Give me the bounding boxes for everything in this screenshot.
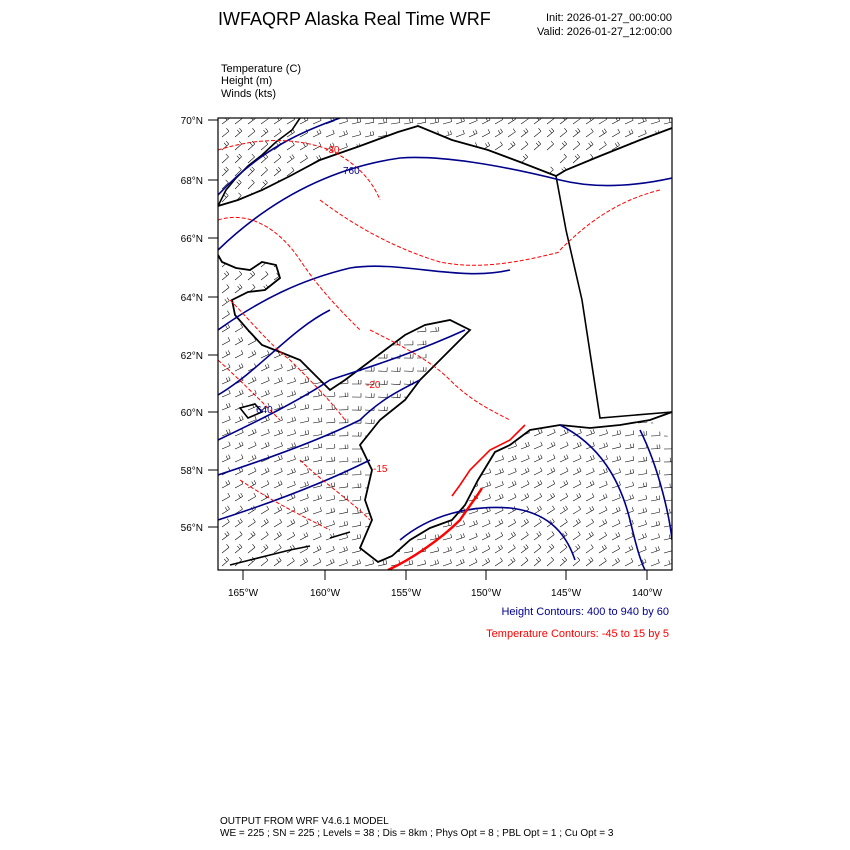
variable-temperature: Temperature (C)	[221, 63, 302, 75]
variable-winds: Winds (kts)	[221, 88, 276, 100]
lon-label-150w: 150°W	[470, 588, 502, 599]
variable-height: Height (m)	[221, 75, 273, 87]
height-contour-label: 760	[343, 166, 360, 177]
lon-label-145w: 145°W	[550, 588, 582, 599]
lon-label-160w: 160°W	[309, 588, 341, 599]
lat-label-60n: 60°N	[180, 408, 203, 419]
temperature-contour-legend: Temperature Contours: -45 to 15 by 5	[486, 628, 669, 640]
temperature-contour-label: -30	[325, 145, 340, 156]
lon-label-140w: 140°W	[631, 588, 663, 599]
height-contour-legend: Height Contours: 400 to 940 by 60	[501, 606, 669, 618]
temperature-contour-label: -15	[373, 464, 388, 475]
valid-time: Valid: 2026-01-27_12:00:00	[537, 26, 672, 38]
lat-label-66n: 66°N	[180, 234, 203, 245]
longitude-axis	[243, 570, 647, 580]
lat-label-64n: 64°N	[180, 293, 203, 304]
model-info-line: OUTPUT FROM WRF V4.6.1 MODEL	[220, 816, 389, 827]
height-contour-label: 640	[256, 405, 273, 416]
model-config-line: WE = 225 ; SN = 225 ; Levels = 38 ; Dis = 8km ; Phys Opt = 8 ; PBL Opt = 1 ; Cu Opt = 3	[220, 828, 614, 839]
init-time: Init: 2026-01-27_00:00:00	[546, 12, 672, 24]
lon-label-165w: 165°W	[227, 588, 259, 599]
temperature-contour-label: -20	[366, 380, 381, 391]
lat-label-62n: 62°N	[180, 351, 203, 362]
lon-label-155w: 155°W	[390, 588, 422, 599]
lat-label-58n: 58°N	[180, 466, 203, 477]
lat-label-70n: 70°N	[180, 116, 203, 127]
map-title: IWFAQRP Alaska Real Time WRF	[218, 9, 491, 29]
latitude-axis	[208, 120, 218, 527]
lat-label-56n: 56°N	[180, 523, 203, 534]
lat-label-68n: 68°N	[180, 176, 203, 187]
